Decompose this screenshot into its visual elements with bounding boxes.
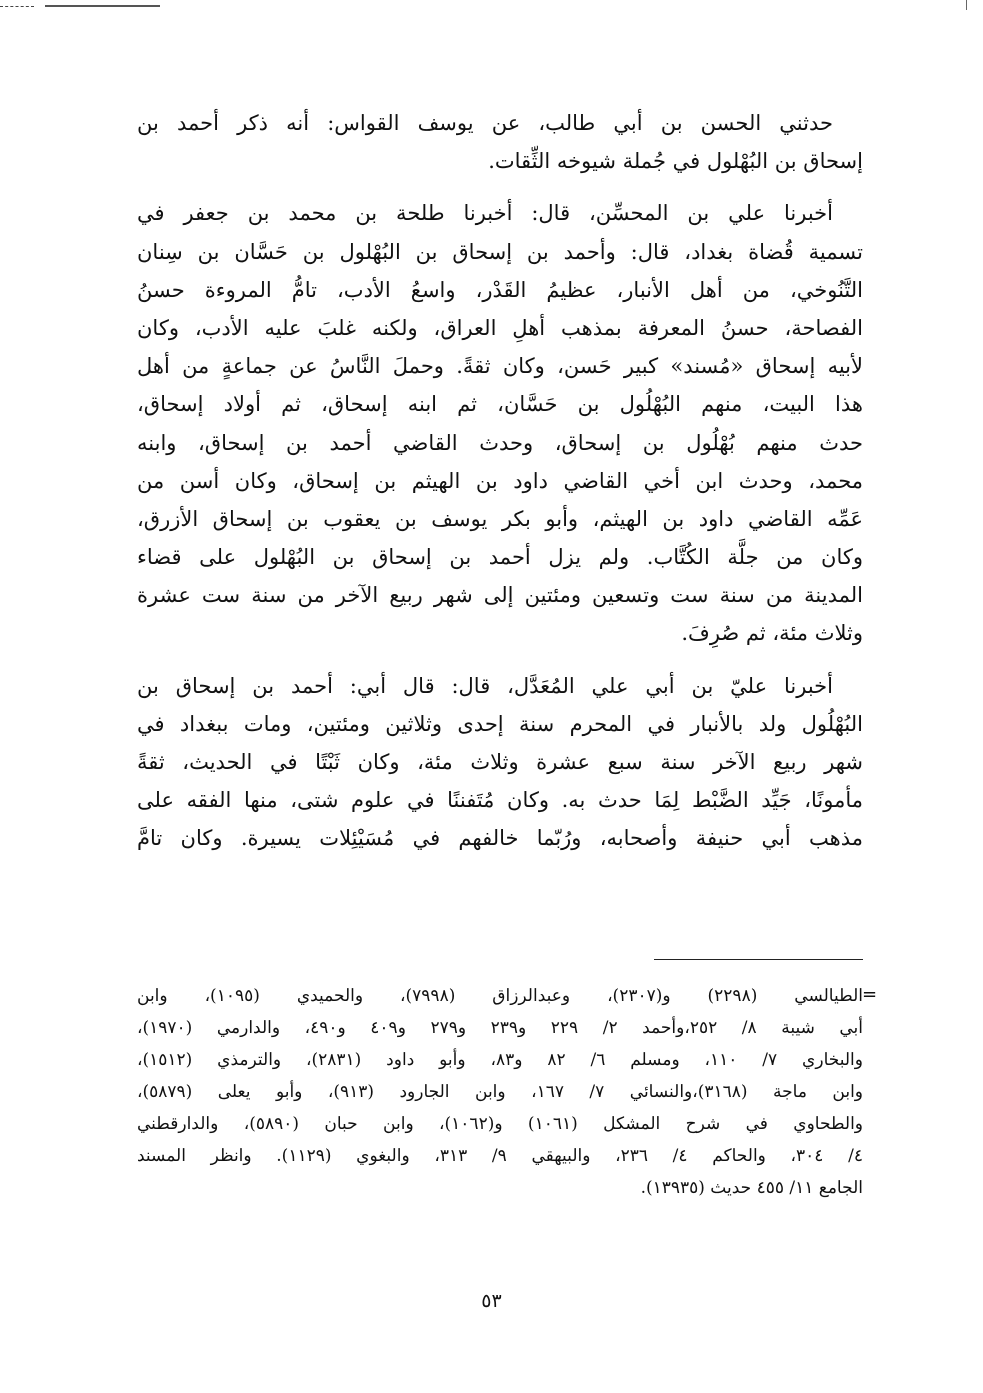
footnote-line: الجامع ١١/ ٤٥٥ حديث (١٣٩٣٥).	[640, 1178, 863, 1198]
footnote-line: أبي شيبة ٨/ ٢٥٢،وأحمد ٢/ ٢٢٩ و٢٣٩ و٢٧٩ و٤٠٩ و٤٩٠، والدارمي (١٩٧٠)،	[137, 1018, 863, 1038]
text-line: التَّنُوخي، من أهل الأنبار، عظيمُ القَدْر، واسعُ الأدب، تامُّ المروءة حسنُ	[137, 277, 863, 302]
footnote-line: والبخاري ٧/ ١١٠، ومسلم ٦/ ٨٢ و٨٣، وأبو داود (٢٨٣١)، والترمذي (١٥١٢)،	[137, 1050, 863, 1070]
paragraph-1	[137, 104, 863, 180]
text-line: أخبرنا عليّ بن أبي علي المُعَدَّل، قال: قال أبي: أحمد بن إسحاق بن	[137, 673, 833, 698]
text-line: هذا البيت، منهم البُهْلُول بن حَسَّان، ثم ابنه إسحاق، ثم أولاد إسحاق،	[137, 392, 863, 417]
paragraph-2	[137, 194, 863, 652]
footnote-continuation-marker: =	[862, 984, 878, 1005]
paragraph-gap	[137, 653, 863, 667]
text-line: الفصاحة، حسنُ المعرفة بمذهب أهلِ العراق، ولكنه غلبَ عليه الأدب، وكان	[137, 315, 863, 340]
text-line: أخبرنا علي بن المحسِّن، قال: أخبرنا طلحة بن محمد بن جعفر في	[137, 201, 833, 226]
text-line: لأبيه إسحاق «مُسند» كبير حَسن، وكان ثقةً. وحملَ النَّاسُ عن جماعةٍ من أهل	[137, 354, 863, 379]
main-text	[137, 104, 863, 858]
scan-edge-marks	[0, 0, 983, 8]
page-number: ٥٣	[481, 1290, 502, 1312]
scan-mark	[0, 6, 34, 8]
paragraph-3	[137, 667, 863, 858]
text-line: مأمونًا، جَيِّد الضَّبْط لِمَا حدث به. وكان مُتَفننًا في علوم شتى، منها الفقه على	[137, 788, 863, 813]
footnote-line: وابن ماجة (٣١٦٨)،والنسائي ٧/ ١٦٧، وابن الجارود (٩١٣)، وأبو يعلى (٥٨٧٩)،	[137, 1082, 863, 1102]
text-line: حدثني الحسن بن أبي طالب، عن يوسف القواس: أنه ذكر أحمد بن	[137, 111, 833, 135]
scan-mark	[45, 5, 160, 7]
footnote-line: ٤/ ٣٠٤، والحاكم ٤/ ٢٣٦، والبيهقي ٩/ ٣١٣، والبغوي (١١٢٩). وانظر المسند	[137, 1146, 863, 1166]
text-line: تسمية قُضاة بغداد، قال: وأحمد بن إسحاق بن البُهْلول بن حَسَّان بن سِنان	[137, 239, 863, 264]
text-line: إسحاق بن البُهْلول في جُملة شيوخه الثِّقات.	[488, 149, 863, 174]
footnote-separator	[654, 959, 863, 960]
text-line: شهر ربيع الآخر سنة سبع عشرة وثلاث مئة، وكان ثَبْتًا في الحديث، ثقةً	[137, 750, 863, 774]
footnotes	[137, 980, 863, 1204]
text-line: محمد، وحدث ابن أخي القاضي داود بن الهيثم بن إسحاق، وكان أسن من	[137, 468, 863, 493]
scan-mark	[966, 0, 973, 10]
text-line: المدينة من سنة ست وتسعين ومئتين إلى شهر ربيع الآخر من سنة ست عشرة	[137, 583, 863, 608]
text-line: حدث منهم بُهْلُول بن إسحاق، وحدث القاضي أحمد بن إسحاق، وابنه	[137, 430, 863, 455]
paragraph-gap	[137, 180, 863, 194]
footnote-line: الطيالسي (٢٢٩٨) و(٢٣٠٧)، وعبدالرزاق (٧٩٩٨)، والحميدي (١٠٩٥)، وابن	[137, 986, 863, 1006]
footnote-line: والطحاوي في شرح المشكل (١٠٦١) و(١٠٦٢)، وابن حبان (٥٨٩٠)، والدارقطني	[137, 1114, 863, 1134]
text-line: البُهْلُول ولد بالأنبار في المحرم سنة إحدى وثلاثين ومئتين، ومات ببغداد في	[137, 711, 863, 736]
text-line: وثلاث مئة، ثم صُرِفَ.	[681, 621, 863, 646]
text-line: مذهب أبي حنيفة وأصحابه، ورُبّما خالفهم في مُسَيْئِلات يسيرة. وكان تامَّ	[137, 826, 863, 851]
text-line: وكان من جلَّة الكُتَّاب. ولم يزل أحمد بن إسحاق بن البُهْلول على قضاء	[137, 545, 863, 570]
text-line: عَمِّه القاضي داود بن الهيثم، وأبو بكر يوسف بن يعقوب بن إسحاق الأزرق،	[137, 506, 863, 531]
